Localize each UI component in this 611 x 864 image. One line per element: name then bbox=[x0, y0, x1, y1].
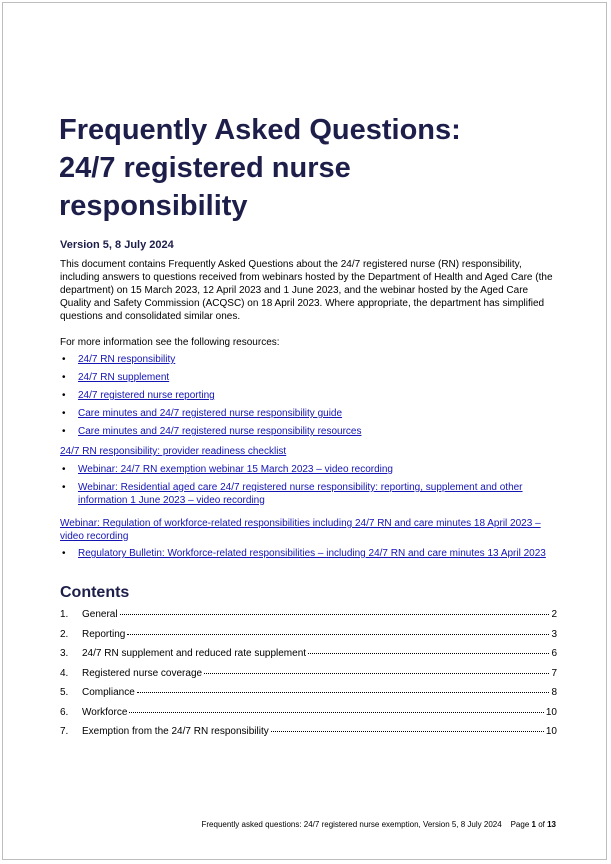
toc-page: 10 bbox=[545, 726, 557, 737]
toc-number: 2. bbox=[60, 628, 69, 640]
toc-leader bbox=[271, 731, 544, 732]
bullet-icon: • bbox=[62, 548, 66, 559]
link-exemption-webinar[interactable]: Webinar: 24/7 RN exemption webinar 15 March 2023 – video recording bbox=[78, 464, 393, 475]
more-info-text: For more information see the following resources: bbox=[60, 337, 280, 348]
toc-page: 10 bbox=[545, 706, 557, 718]
bullet-icon: • bbox=[62, 372, 66, 383]
toc-label: General bbox=[82, 609, 118, 620]
title-line-2: 24/7 registered nurse bbox=[59, 152, 351, 184]
toc-leader bbox=[127, 634, 549, 635]
list-item bbox=[60, 426, 361, 439]
toc-page: 8 bbox=[551, 687, 557, 698]
link-reporting-supplement-webinar[interactable]: Webinar: Residential aged care 24/7 registered nurse responsibility: reporting, supplement and other information 1 June 2023 – video recording bbox=[78, 482, 523, 506]
link-regulatory-bulletin[interactable]: Regulatory Bulletin: Workforce-related responsibilities – including 24/7 RN and care minutes 13 April 2023 bbox=[78, 548, 546, 559]
footer-of-word: of bbox=[538, 820, 545, 829]
toc-label: Compliance bbox=[82, 687, 135, 698]
regulation-webinar-line bbox=[60, 518, 550, 543]
toc-entry-exemption[interactable] bbox=[60, 726, 557, 737]
toc-label: Workforce bbox=[82, 706, 128, 718]
title-line-3: responsibility bbox=[59, 190, 248, 222]
bullet-icon: • bbox=[62, 482, 66, 493]
toc-page: 6 bbox=[551, 648, 557, 659]
resource-list-a bbox=[60, 354, 361, 439]
toc-number: 5. bbox=[60, 687, 69, 698]
list-item bbox=[60, 390, 361, 403]
link-care-minutes-guide[interactable]: Care minutes and 24/7 registered nurse responsibility guide bbox=[78, 408, 343, 419]
version-label: Version 5, 8 July 2024 bbox=[60, 239, 174, 251]
link-care-minutes-resources[interactable]: Care minutes and 24/7 registered nurse responsibility resources bbox=[78, 426, 362, 437]
toc-leader bbox=[308, 653, 549, 654]
toc-label: Reporting bbox=[82, 628, 126, 640]
list-item bbox=[60, 354, 361, 367]
toc-leader bbox=[204, 673, 549, 674]
list-item bbox=[60, 548, 560, 561]
bullet-icon: • bbox=[62, 408, 66, 419]
page-title bbox=[59, 111, 579, 225]
bullet-icon: • bbox=[62, 390, 66, 401]
toc-entry-supplement[interactable] bbox=[60, 648, 557, 659]
link-247-rn-responsibility[interactable]: 24/7 RN responsibility bbox=[78, 354, 176, 365]
toc-number: 4. bbox=[60, 667, 69, 679]
title-line-1: Frequently Asked Questions: bbox=[59, 114, 461, 146]
bullet-icon: • bbox=[62, 426, 66, 437]
resource-list-c bbox=[60, 548, 560, 561]
toc-page: 2 bbox=[551, 609, 557, 620]
list-item bbox=[60, 408, 361, 421]
list-item bbox=[60, 464, 552, 477]
checklist-line bbox=[60, 446, 286, 459]
toc-entry-general[interactable] bbox=[60, 609, 557, 620]
list-item bbox=[60, 372, 361, 385]
toc-number: 1. bbox=[60, 609, 69, 620]
list-item bbox=[60, 482, 552, 507]
toc-page: 3 bbox=[551, 628, 557, 640]
intro-paragraph: This document contains Frequently Asked Questions about the 24/7 registered nurse (RN) responsibility, including answers to questions received from webinars hosted by the Department of Health and Aged Care (the department) on 15 March 2023, 12 April 2023 and 1 June 2023, and the webinar hosted by the Aged Care Quality and Safety Commission (ACQSC) on 18 April 2023. Where appropriate, the department has simplified questions and consolidated similar ones. bbox=[60, 259, 553, 322]
toc-label: 24/7 RN supplement and reduced rate supplement bbox=[82, 648, 307, 659]
toc-number: 6. bbox=[60, 706, 69, 718]
toc-entry-workforce[interactable] bbox=[60, 707, 557, 718]
document-page bbox=[2, 2, 607, 860]
link-regulation-webinar[interactable]: Webinar: Regulation of workforce-related responsibilities including 24/7 RN and care minutes 18 April 2023 – video recording bbox=[60, 518, 541, 542]
footer-page-total: 13 bbox=[547, 820, 556, 829]
toc-entry-compliance[interactable] bbox=[60, 687, 557, 698]
toc-label: Registered nurse coverage bbox=[82, 667, 203, 679]
toc-entry-coverage[interactable] bbox=[60, 668, 557, 679]
footer-page-number: 1 bbox=[531, 820, 536, 829]
bullet-icon: • bbox=[62, 464, 66, 475]
toc-entry-reporting[interactable] bbox=[60, 629, 557, 640]
toc-leader bbox=[137, 692, 550, 693]
toc-number: 7. bbox=[60, 726, 69, 737]
toc-page: 7 bbox=[551, 667, 557, 679]
link-247-rn-reporting[interactable]: 24/7 registered nurse reporting bbox=[78, 390, 215, 401]
link-provider-readiness-checklist[interactable]: 24/7 RN responsibility: provider readiness checklist bbox=[60, 446, 287, 457]
footer-text: Frequently asked questions: 24/7 registered nurse exemption, Version 5, 8 July 2024 bbox=[201, 820, 502, 829]
link-247-rn-supplement[interactable]: 24/7 RN supplement bbox=[78, 372, 170, 383]
bullet-icon: • bbox=[62, 354, 66, 365]
toc-leader bbox=[120, 614, 550, 615]
footer-page-word: Page bbox=[510, 820, 530, 829]
contents-heading: Contents bbox=[60, 584, 130, 601]
toc-leader bbox=[129, 712, 543, 713]
toc-number: 3. bbox=[60, 648, 69, 659]
resource-list-b bbox=[60, 464, 552, 507]
toc-label: Exemption from the 24/7 RN responsibility bbox=[82, 726, 269, 737]
page-footer bbox=[3, 820, 556, 829]
